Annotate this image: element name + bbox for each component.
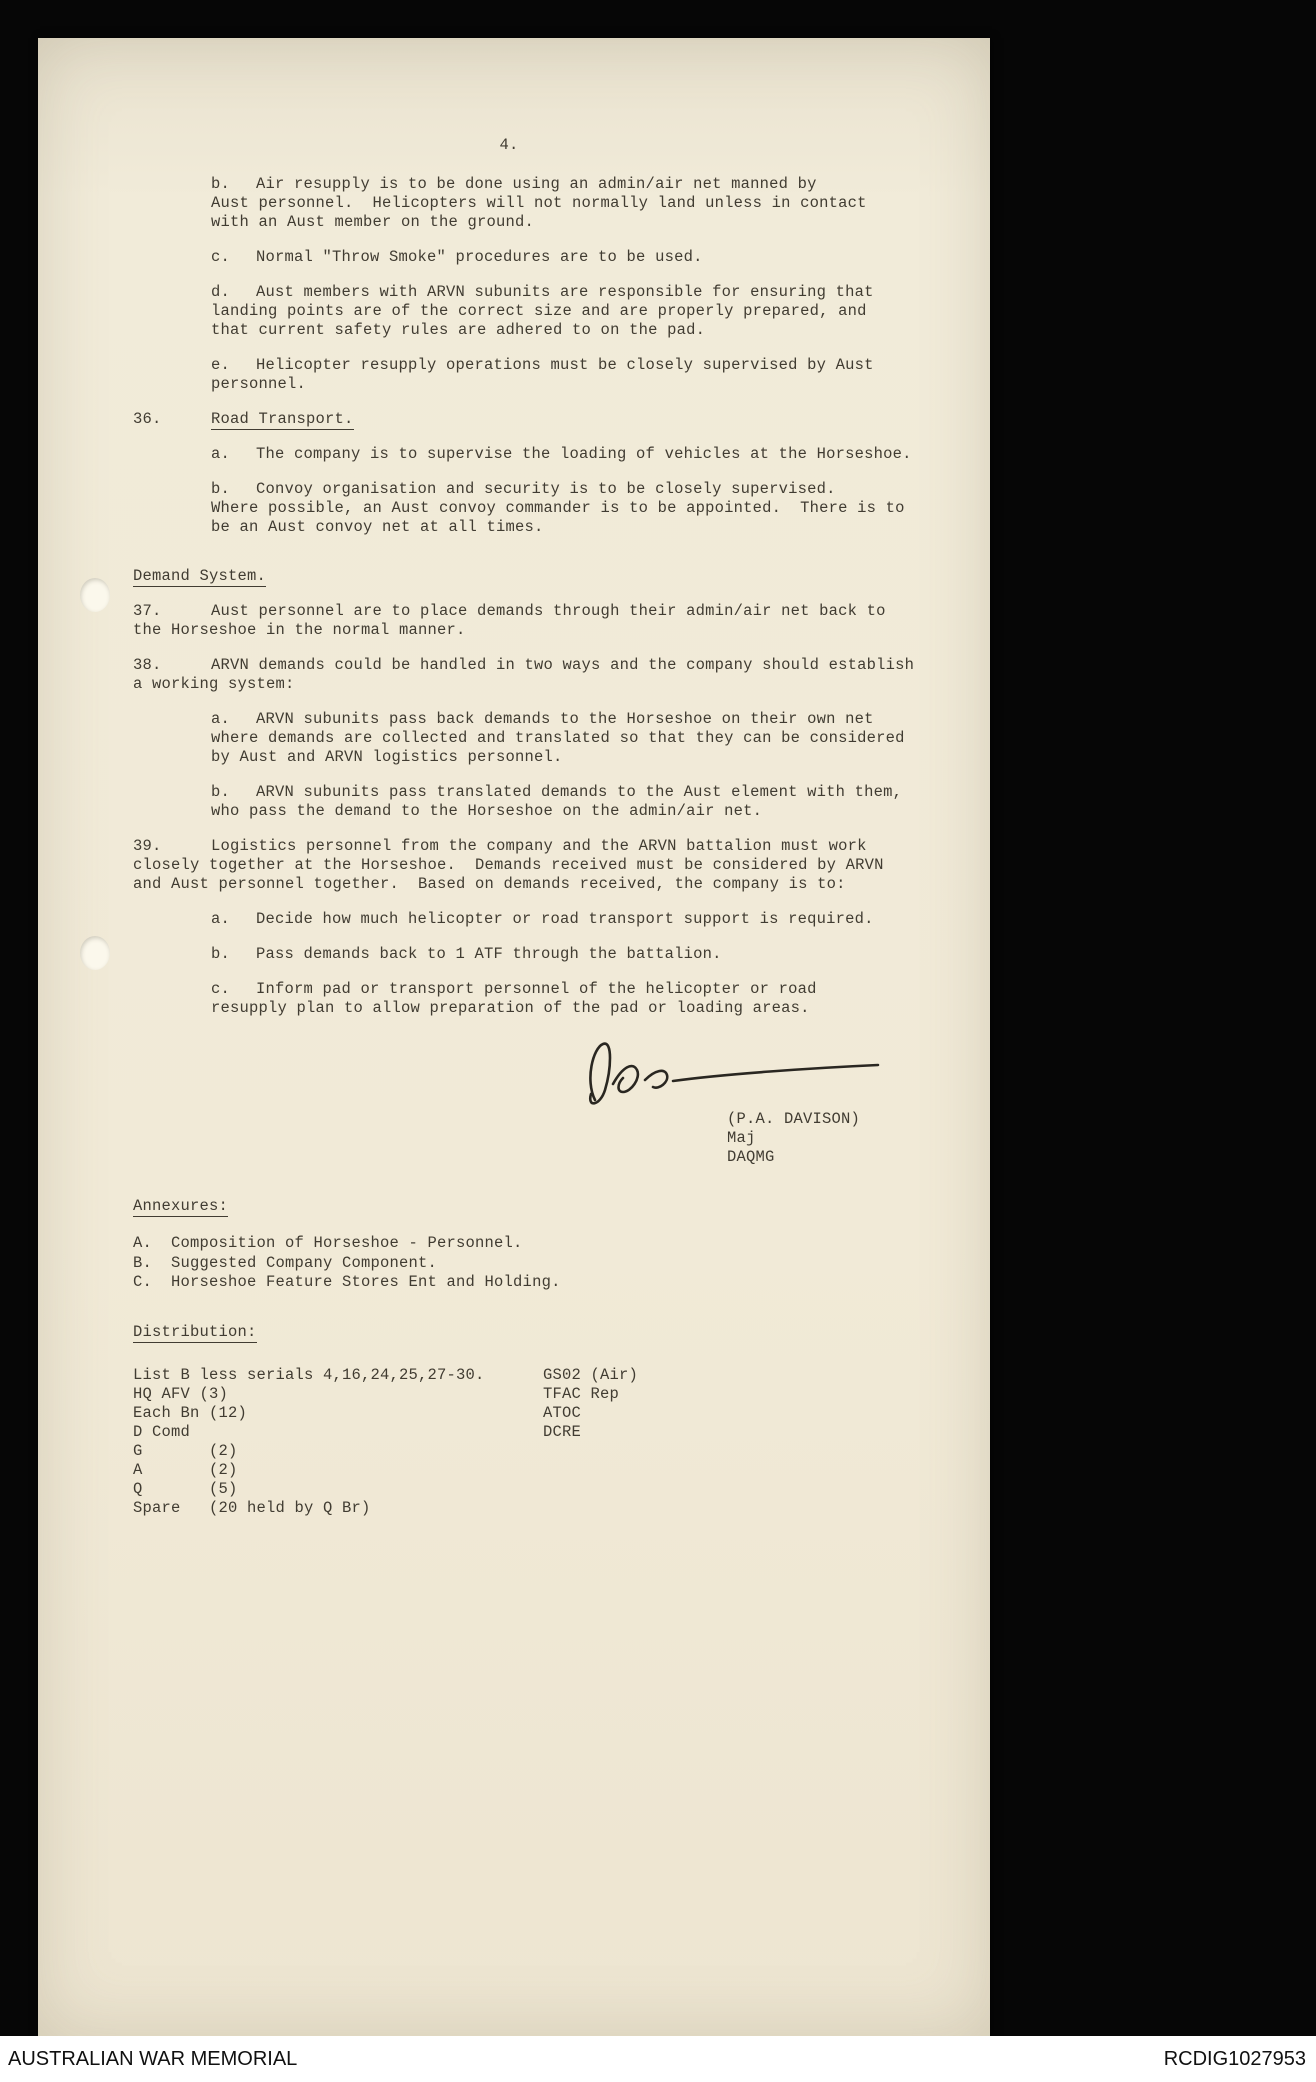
signature-area — [573, 1034, 945, 1110]
subparagraph-c-inform-pad — [211, 980, 945, 1018]
paragraph-37 — [133, 602, 945, 640]
document-content — [133, 136, 945, 1518]
subparagraph-label: a. — [211, 445, 231, 463]
paragraph-39 — [133, 837, 945, 894]
archive-institution-label: AUSTRALIAN WAR MEMORIAL — [8, 2047, 298, 2070]
subparagraph-text: The company is to supervise the loading of vehicles at the Horseshoe. — [256, 445, 912, 463]
signatory-name: (P.A. DAVISON) — [727, 1110, 861, 1128]
heading-text: Annexures: — [133, 1197, 229, 1215]
subparagraph-label: a. — [211, 710, 231, 728]
heading-text: Demand System. — [133, 567, 267, 585]
annexures-heading — [133, 1197, 945, 1216]
paragraph-number: 38. — [133, 656, 162, 674]
archive-id-label: RCDIG1027953 — [1163, 2047, 1306, 2070]
subparagraph-text: Helicopter resupply operations must be closely supervised by Aust personnel. — [211, 356, 874, 393]
subparagraph-text: Pass demands back to 1 ATF through the battalion. — [256, 945, 722, 963]
section-heading-road-transport: Road Transport. — [211, 410, 354, 428]
subparagraph-label: b. — [211, 945, 231, 963]
paragraph-text: ARVN demands could be handled in two ways and the company should establish a working system: — [133, 656, 915, 693]
distribution-left-column: List B less serials 4,16,24,25,27-30. HQ AFV (3) Each Bn (12) D Comd G (2) A (2) Q (5) Spare (20 held by Q Br) — [133, 1365, 485, 1517]
signatory-appointment: DAQMG — [727, 1148, 775, 1166]
annexure-item-a: A. Composition of Horseshoe - Personnel. — [133, 1234, 523, 1252]
signatory-rank: Maj — [727, 1129, 756, 1147]
subparagraph-label: b. — [211, 783, 231, 801]
annexures-list — [133, 1234, 945, 1293]
subparagraph-label: a. — [211, 910, 231, 928]
paragraph-number: 36. — [133, 410, 162, 428]
subparagraph-b-pass-demands — [211, 945, 945, 964]
subparagraph-text: ARVN subunits pass back demands to the Horseshoe on their own net where demands are collected and translated so that they can be considered by Aust and ARVN logistics personnel. — [211, 710, 905, 766]
signature-block — [727, 1110, 945, 1167]
subparagraph-text: ARVN subunits pass translated demands to the Aust element with them, who pass the demand to the Horseshoe on the admin/air net. — [211, 783, 903, 820]
paragraph-number: 37. — [133, 602, 162, 620]
hole-punch-bottom — [80, 936, 110, 970]
distribution-list — [133, 1366, 945, 1518]
annexure-item-c: C. Horseshoe Feature Stores Ent and Holding. — [133, 1273, 561, 1291]
subparagraph-text: Normal "Throw Smoke" procedures are to be used. — [256, 248, 703, 266]
paragraph-number: 39. — [133, 837, 162, 855]
section-heading-demand-system — [133, 567, 945, 586]
scanned-document-page — [38, 38, 990, 2036]
distribution-heading — [133, 1323, 945, 1342]
subparagraph-text: Convoy organisation and security is to be closely supervised. Where possible, an Aust convoy commander is to be appointed. There is to be an Aust convoy net at all times. — [211, 480, 905, 536]
subparagraph-label: d. — [211, 283, 231, 301]
paragraph-38 — [133, 656, 945, 694]
subparagraph-label: b. — [211, 175, 231, 193]
archive-footer-bar — [0, 2036, 1316, 2082]
subparagraph-label: c. — [211, 980, 231, 998]
subparagraph-b-air-resupply — [211, 175, 945, 232]
subparagraph-text: Decide how much helicopter or road transport support is required. — [256, 910, 874, 928]
heading-text: Distribution: — [133, 1322, 257, 1341]
subparagraph-a-loading-vehicles — [211, 445, 945, 464]
subparagraph-text: Inform pad or transport personnel of the helicopter or road resupply plan to allow preparation of the pad or loading areas. — [211, 980, 817, 1017]
paragraph-36-road-transport — [133, 410, 945, 429]
subparagraph-a-arvn-own-net — [211, 710, 945, 767]
distribution-right-column: GS02 (Air) TFAC Rep ATOC DCRE — [543, 1365, 639, 1441]
subparagraph-a-decide-support — [211, 910, 945, 929]
paragraph-text: Aust personnel are to place demands through their admin/air net back to the Horseshoe in the normal manner. — [133, 602, 886, 639]
paragraph-text: Logistics personnel from the company and the ARVN battalion must work closely together at the Horseshoe. Demands received must be considered by ARVN and Aust personnel together. Based on demands received, the company is to: — [133, 837, 884, 893]
subparagraph-label: b. — [211, 480, 231, 498]
subparagraph-text: Air resupply is to be done using an admin/air net manned by Aust personnel. Helicopters will not normally land unless in contact with an Aust member on the ground. — [211, 175, 867, 231]
subparagraph-e-helicopter-resupply — [211, 356, 945, 394]
subparagraph-c-throw-smoke — [211, 248, 945, 267]
page-number: 4. — [499, 136, 519, 154]
subparagraph-label: e. — [211, 356, 231, 374]
subparagraph-b-arvn-translated — [211, 783, 945, 821]
annexure-item-b: B. Suggested Company Component. — [133, 1253, 438, 1272]
subparagraph-d-landing-points — [211, 283, 945, 340]
signature-ink-icon — [573, 1034, 893, 1110]
subparagraph-text: Aust members with ARVN subunits are responsible for ensuring that landing points are of the correct size and are properly prepared, and that current safety rules are adhered to on the pad. — [211, 283, 874, 339]
subparagraph-b-convoy — [211, 480, 945, 537]
hole-punch-top — [80, 578, 110, 612]
subparagraph-label: c. — [211, 248, 231, 266]
